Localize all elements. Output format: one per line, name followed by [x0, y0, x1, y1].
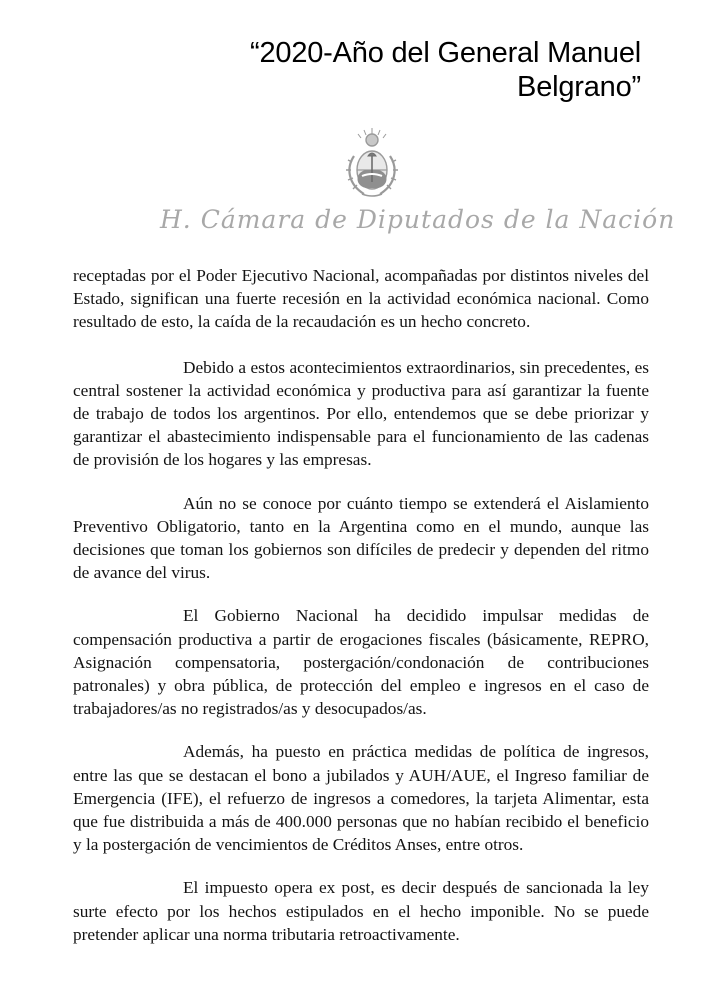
paragraph-1: receptadas por el Poder Ejecutivo Nacional, acompañadas por distintos niveles del Estado, significan una fuerte recesión en la actividad económica nacional. Como resultado de esto, la caída de la recaudación es un hecho concreto. — [73, 266, 649, 332]
paragraph-4: El Gobierno Nacional ha decidido impulsar medidas de compensación productiva a partir de erogaciones fiscales (básicamente, REPRO, Asignación compensatoria, postergación/condonación de contribuciones patronales) y obra pública, de protección del empleo e ingresos en el caso de trabajadores/as no registrados/as y desocupados/as. — [73, 606, 649, 719]
paragraph-6: El impuesto opera ex post, es decir después de sancionada la ley surte efecto por los hechos estipulados en el hecho imponible. No se puede pretender aplicar una norma tributaria retroactivamente. — [73, 878, 649, 944]
paragraph-3: Aún no se conoce por cuánto tiempo se extenderá el Aislamiento Preventivo Obligatorio, tanto en la Argentina como en el mundo, aunque las decisiones que toman los gobiernos son difíciles de predecir y dependen del ritmo de avance del virus. — [73, 493, 649, 583]
argentine-coat-of-arms-icon — [340, 126, 404, 200]
header-motto — [161, 36, 641, 104]
paragraph-2: Debido a estos acontecimientos extraordinarios, sin precedentes, es central sostener la actividad económica y productiva para así garantizar la fuente de trabajo de todos los argentinos. Por ello, entendemos que se debe priorizar y garantizar el abastecimiento indispensable para el funcionamiento de las cadenas de provisión de los hogares y las empresas. — [73, 357, 649, 470]
header-motto-line-2: Belgrano” — [517, 71, 641, 103]
document-body — [73, 264, 649, 966]
chamber-name-watermark: H. Cámara de Diputados de la Nación — [160, 205, 676, 234]
paragraph-5: Además, ha puesto en práctica medidas de política de ingresos, entre las que se destacan el bono a jubilados y AUH/AUE, el Ingreso familiar de Emergencia (IFE), el refuerzo de ingresos a comedores, la tarjeta Alimentar, esta que fue distribuida a más de 400.000 personas que no habían recibido el beneficio y la postergación de vencimientos de Créditos Anses, entre otros. — [73, 742, 649, 855]
header-motto-line-1: “2020-Año del General Manuel — [250, 37, 641, 69]
